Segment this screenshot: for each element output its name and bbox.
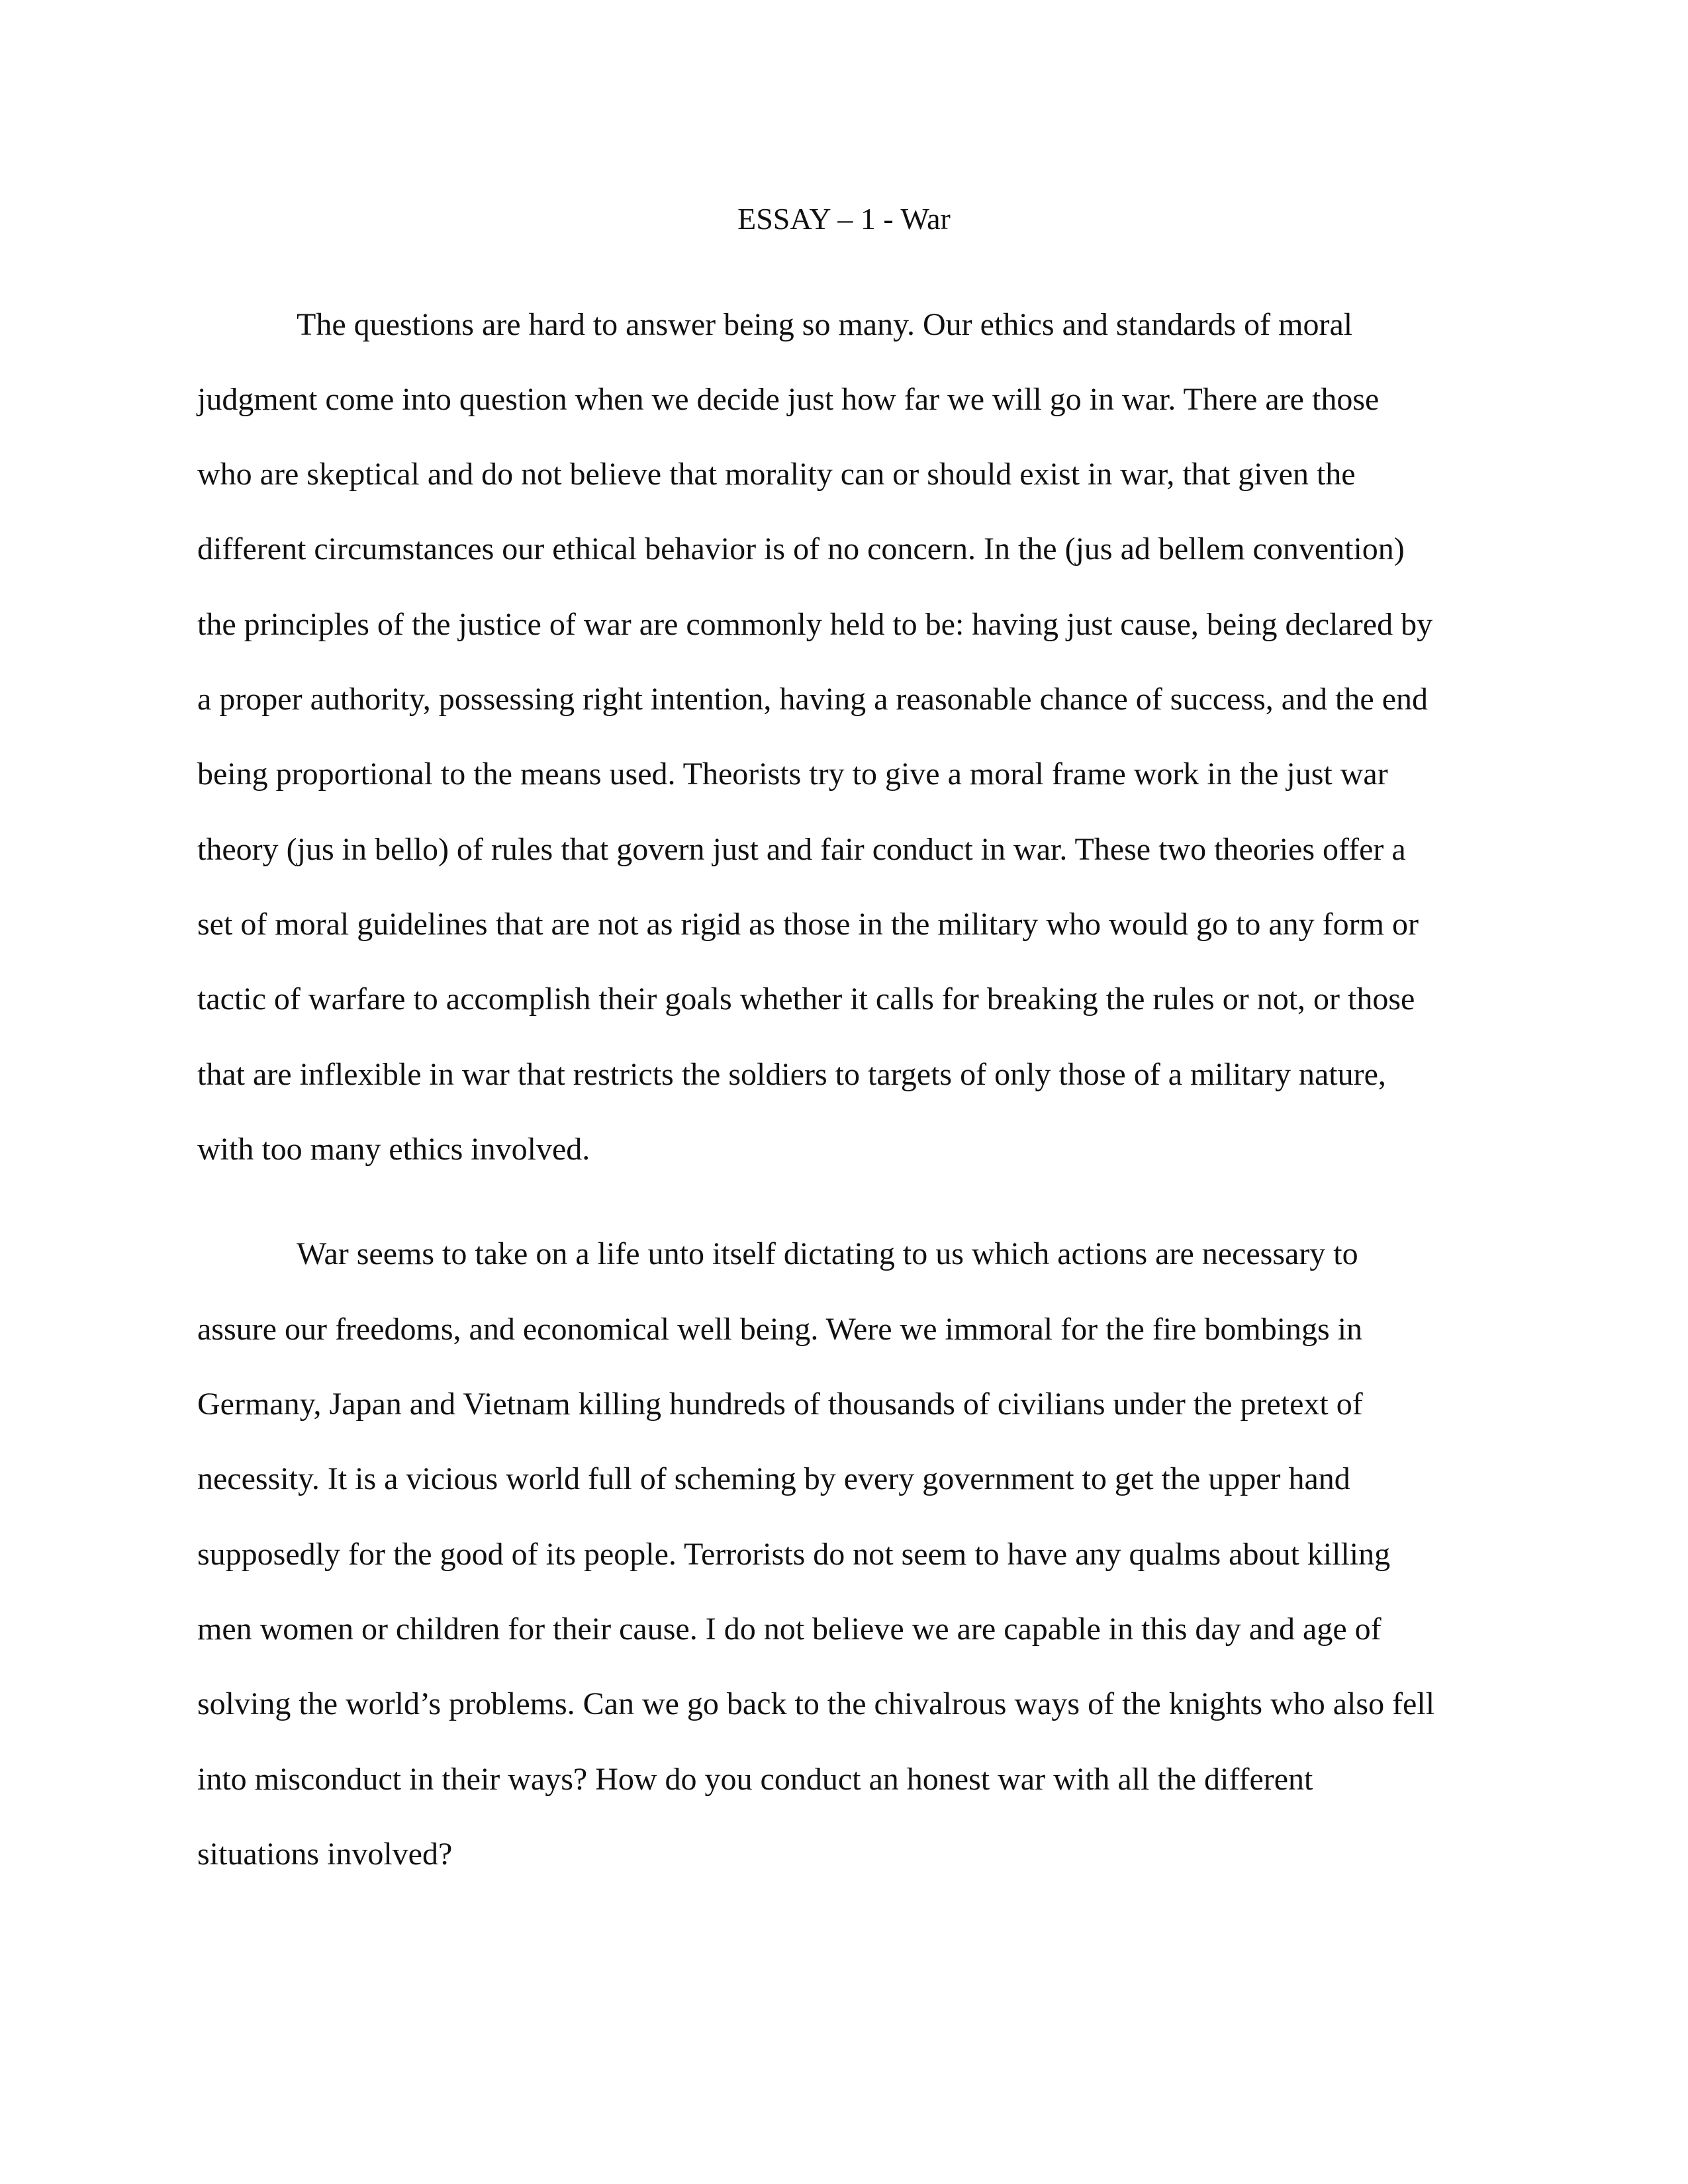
- paragraph-1-line-6: a proper authority, possessing right intention, having a reasonable chance of success, and the end: [197, 682, 1428, 717]
- paragraph-1-line-10: tactic of warfare to accomplish their goals whether it calls for breaking the rules or not, or those: [197, 981, 1415, 1017]
- paragraph-2-line-1: War seems to take on a life unto itself dictating to us which actions are necessary to: [297, 1236, 1358, 1271]
- paragraph-2-line-3: Germany, Japan and Vietnam killing hundreds of thousands of civilians under the pretext of: [197, 1387, 1363, 1422]
- paragraph-2-line-2: assure our freedoms, and economical well being. Were we immoral for the fire bombings in: [197, 1312, 1363, 1347]
- paragraph-2-line-7: solving the world’s problems. Can we go back to the chivalrous ways of the knights who also fell: [197, 1686, 1435, 1721]
- paragraph-2-line-5: supposedly for the good of its people. Terrorists do not seem to have any qualms about killing: [197, 1537, 1391, 1572]
- paragraph-1-line-8: theory (jus in bello) of rules that govern just and fair conduct in war. These two theories offer a: [197, 832, 1406, 867]
- paragraph-1-line-7: being proportional to the means used. Theorists try to give a moral frame work in the just war: [197, 756, 1388, 792]
- paragraph-2-line-4: necessity. It is a vicious world full of scheming by every government to get the upper hand: [197, 1461, 1350, 1496]
- paragraph-1-line-5: the principles of the justice of war are commonly held to be: having just cause, being declared by: [197, 607, 1433, 642]
- paragraph-1-line-1: The questions are hard to answer being so many. Our ethics and standards of moral: [297, 307, 1353, 342]
- paragraph-2-line-6: men women or children for their cause. I do not believe we are capable in this day and age of: [197, 1612, 1382, 1647]
- paragraph-2-line-9: situations involved?: [197, 1837, 453, 1872]
- paragraph-1-line-3: who are skeptical and do not believe that morality can or should exist in war, that given the: [197, 457, 1356, 492]
- paragraph-1-line-4: different circumstances our ethical behavior is of no concern. In the (jus ad bellem convention): [197, 531, 1405, 567]
- paragraph-2-line-8: into misconduct in their ways? How do you conduct an honest war with all the different: [197, 1762, 1313, 1797]
- paragraph-1-line-11: that are inflexible in war that restricts the soldiers to targets of only those of a military nature,: [197, 1057, 1386, 1092]
- paragraph-1-line-9: set of moral guidelines that are not as rigid as those in the military who would go to any form or: [197, 907, 1419, 942]
- essay-title: ESSAY – 1 - War: [737, 202, 951, 236]
- paragraph-1-line-2: judgment come into question when we decide just how far we will go in war. There are those: [197, 382, 1380, 417]
- paragraph-1-line-12: with too many ethics involved.: [197, 1132, 590, 1167]
